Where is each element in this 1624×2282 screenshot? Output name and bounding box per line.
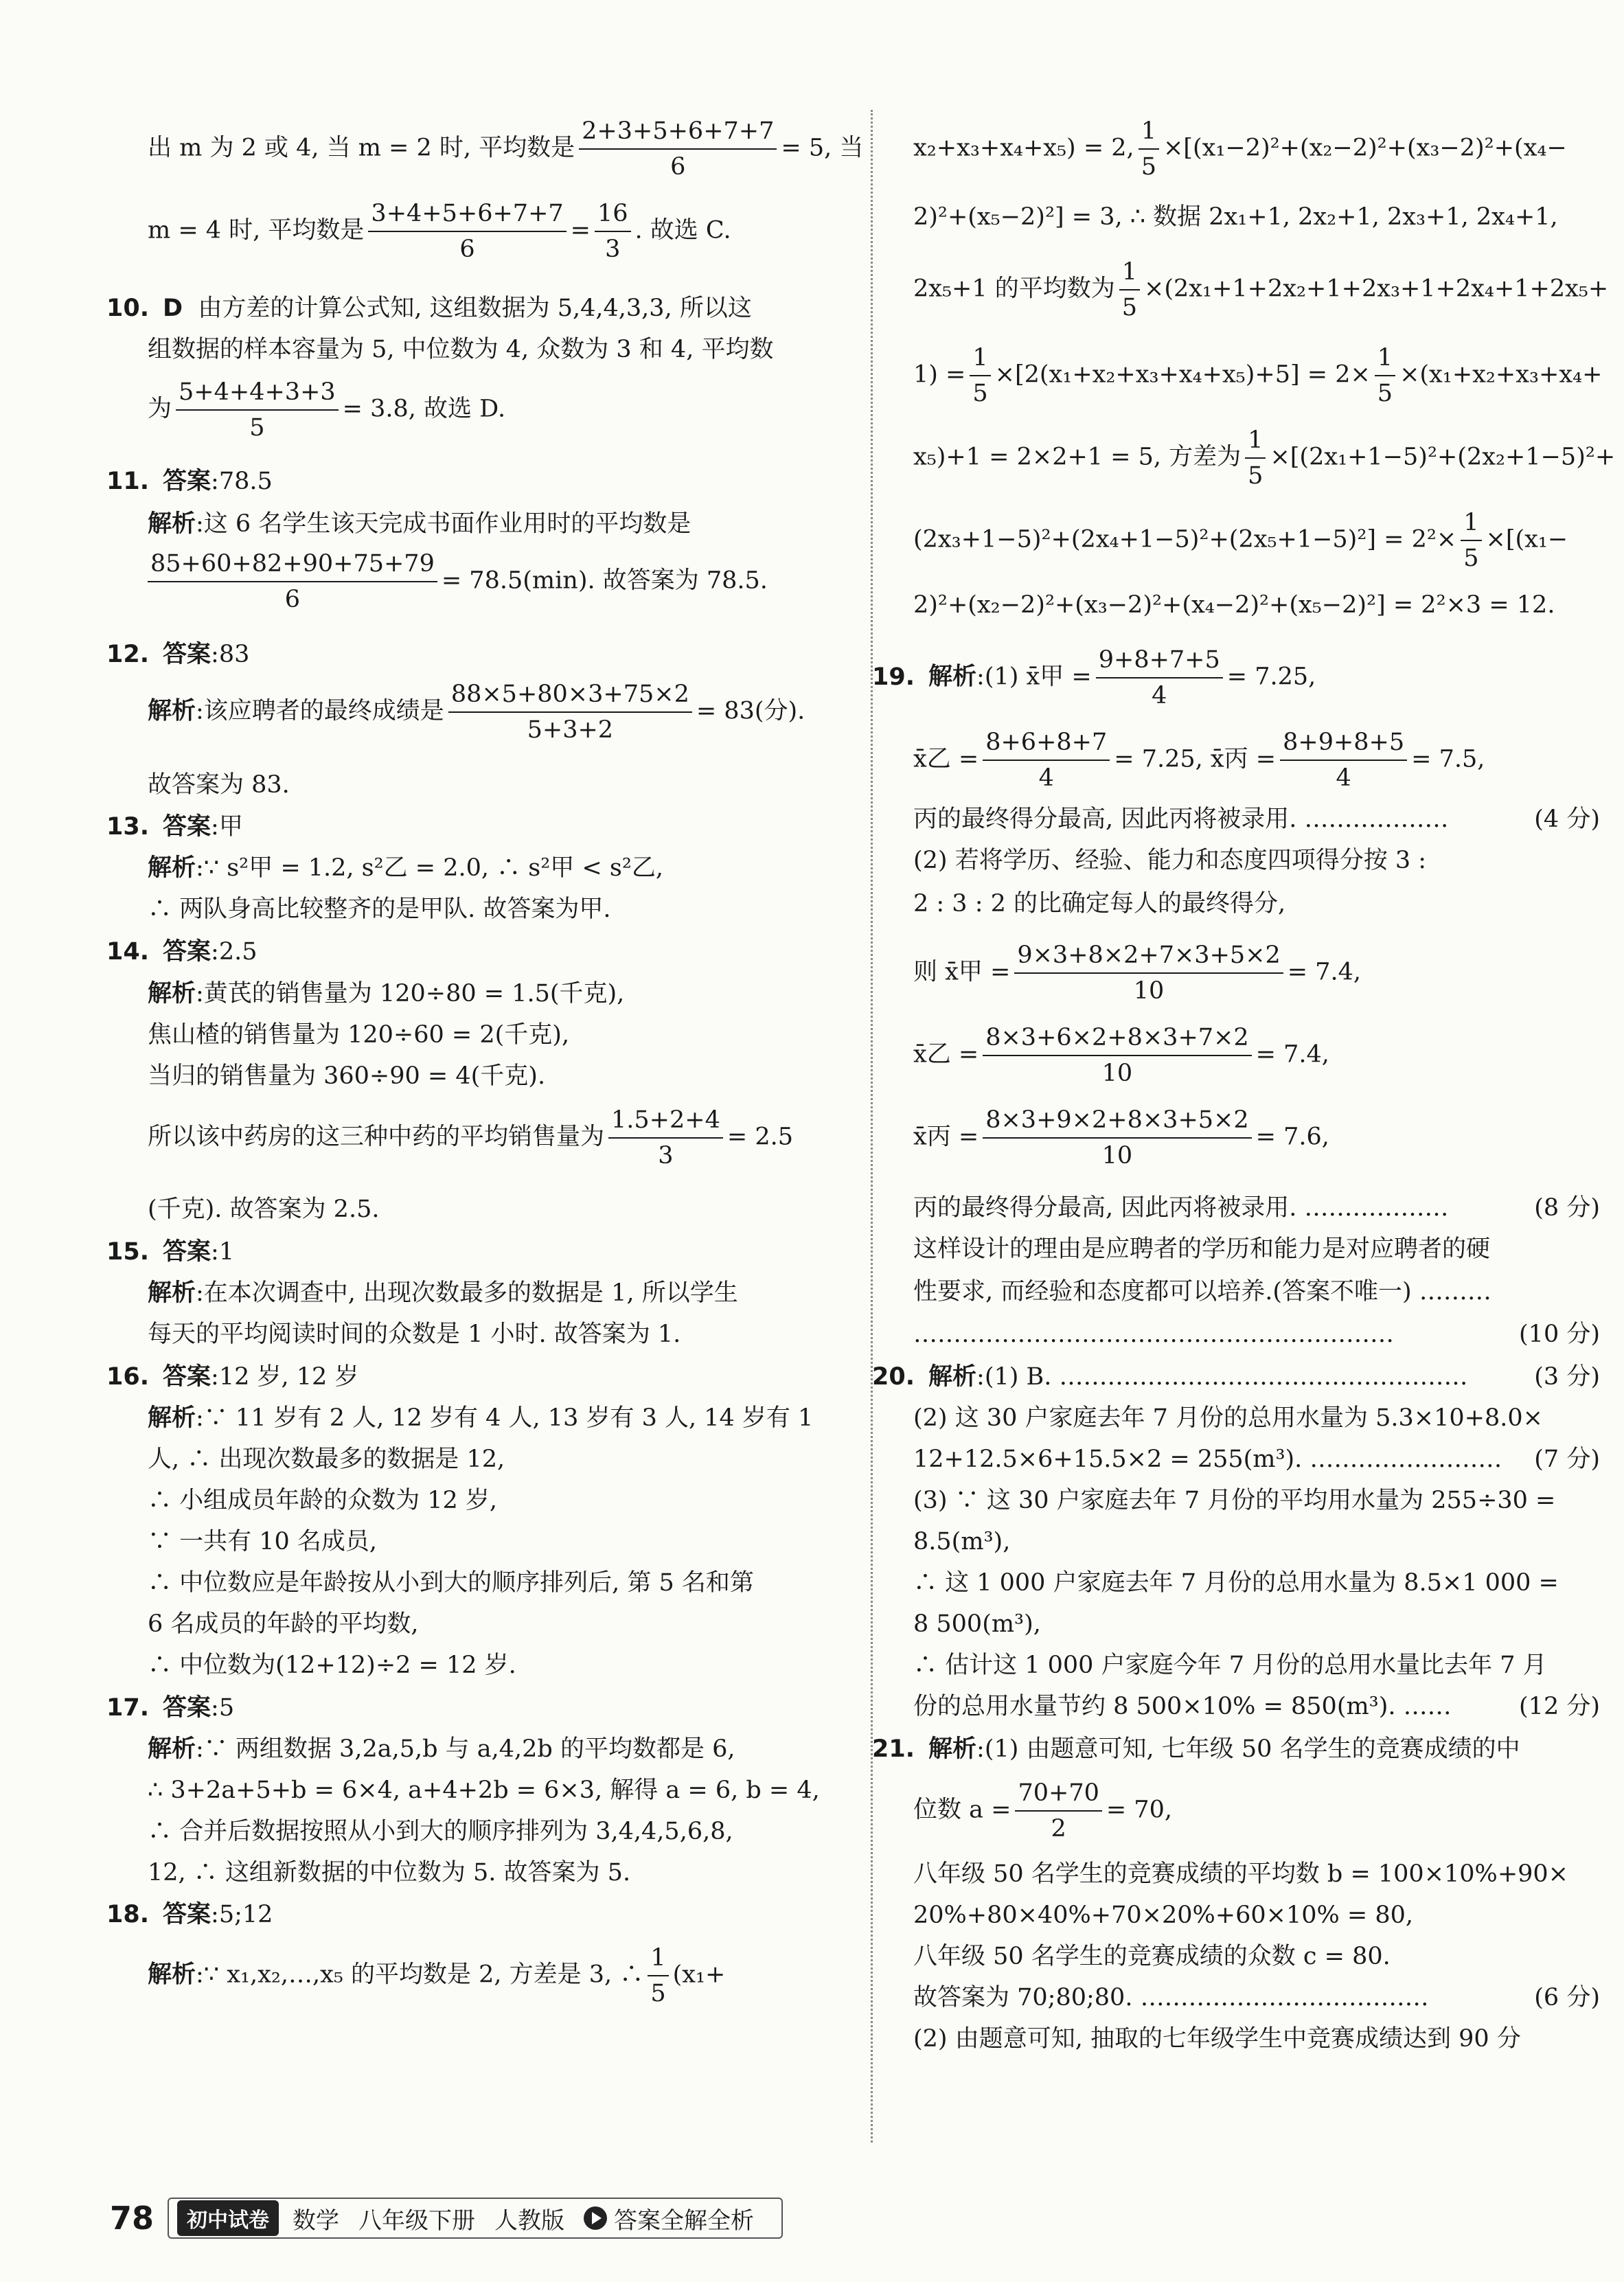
fraction: $\frac{88\times 5+80\times 3+75\times 2}{5+3+2}$ <box>448 680 692 744</box>
fraction: $\frac{1}{5}$ <box>1245 426 1266 490</box>
line: (千克). 故答案为 2.5. <box>148 1196 380 1223</box>
line: (2) 这 30 户家庭去年 7 月份的总用水量为 5.3×10+8.0× <box>913 1404 1543 1432</box>
question-20: 20. 解析:(1) B. …………………………………………… (3 分) <box>872 1363 1600 1391</box>
line: ∴ 两队身高比较整齐的是甲队. 故答案为甲. <box>148 895 611 923</box>
line: 故答案为 70;80;80. ……………………………… (6 分) <box>913 1984 1600 2011</box>
fraction: $\frac{1}{5}$ <box>1461 508 1481 573</box>
fraction: $\frac{8+6+8+7}{4}$ <box>983 728 1110 792</box>
line: 当归的销售量为 360÷90 = 4(千克). <box>148 1062 546 1090</box>
question-16: 16. 答案:12 岁, 12 岁 <box>106 1363 359 1391</box>
column-divider <box>871 110 873 2143</box>
fraction: $\frac{9+8+7+5}{4}$ <box>1096 646 1223 710</box>
line: 所以该中药房的这三种中药的平均销售量为 $\frac{1.5+2+4}{3}$ = 2.5 <box>148 1106 793 1169</box>
line: ∴ 中位数应是年龄按从小到大的顺序排列后, 第 5 名和第 <box>148 1569 754 1597</box>
line: 组数据的样本容量为 5, 中位数为 4, 众数为 3 和 4, 平均数 <box>148 336 774 363</box>
fraction: $\frac{1.5+2+4}{3}$ <box>608 1106 723 1170</box>
fraction: $\frac{16}{3}$ <box>595 199 631 264</box>
line: (2x₃+1−5)²+(2x₄+1−5)²+(2x₅+1−5)²] = 2²× $\frac{1}{5}$ ×[(x₁− <box>913 509 1568 572</box>
play-icon <box>584 2206 607 2230</box>
question-13: 13. 答案:甲 <box>106 813 243 841</box>
footer-box <box>168 2198 783 2239</box>
line: 八年级 50 名学生的竞赛成绩的平均数 b = 100×10%+90× <box>913 1860 1569 1888</box>
footer-edition: 人教版 <box>494 2206 565 2235</box>
line: 性要求, 而经验和态度都可以培养.(答案不唯一) ……… <box>913 1278 1491 1305</box>
line: 则 x̄甲 = $\frac{9\times 3+8\times 2+7\times 3+5\times 2}{10}$ = 7.4, <box>913 942 1362 1005</box>
question-12: 12. 答案:83 <box>106 641 250 668</box>
fraction: $\frac{8+9+8+5}{4}$ <box>1280 728 1407 792</box>
fraction: $\frac{3+4+5+6+7+7}{6}$ <box>368 199 566 264</box>
line: 解析:∵ 两组数据 3,2a,5,b 与 a,4,2b 的平均数都是 6, <box>148 1735 735 1763</box>
series-badge: 初中试卷 <box>177 2200 279 2236</box>
line: 人, ∴ 出现次数最多的数据是 12, <box>148 1446 505 1473</box>
fraction: $\frac{8\times 3+6\times 2+8\times 3+7\times 2}{10}$ <box>983 1023 1251 1088</box>
line: 解析:该应聘者的最终成绩是 $\frac{88\times 5+80\times 3+75\times 2}{5+3+2}$ = 83(分). <box>148 681 805 744</box>
line: ∴ 小组成员年龄的众数为 12 岁, <box>148 1487 498 1514</box>
line: 每天的平均阅读时间的众数是 1 小时. 故答案为 1. <box>148 1321 681 1348</box>
line: (2) 由题意可知, 抽取的七年级学生中竞赛成绩达到 90 分 <box>913 2025 1521 2053</box>
line: 8.5(m³), <box>913 1528 1011 1555</box>
page-number: 78 <box>110 2200 155 2237</box>
footer-grade: 八年级下册 <box>358 2206 476 2235</box>
line: 2)²+(x₅−2)²] = 3, ∴ 数据 2x₁+1, 2x₂+1, 2x₃+1, 2x₄+1, <box>913 203 1558 231</box>
line: ∴ 这 1 000 户家庭去年 7 月份的总用水量为 8.5×1 000 = <box>913 1569 1559 1597</box>
line: ∴ 估计这 1 000 户家庭今年 7 月份的总用水量比去年 7 月 <box>913 1652 1547 1679</box>
fraction: $\frac{1}{5}$ <box>1119 258 1140 322</box>
line: x̄乙 = $\frac{8\times 3+6\times 2+8\times 3+7\times 2}{10}$ = 7.4, <box>913 1024 1329 1087</box>
fraction: $\frac{85+60+82+90+75+79}{6}$ <box>148 549 437 614</box>
line: 解析:这 6 名学生该天完成书面作业用时的平均数是 <box>148 510 691 538</box>
line: 为 $\frac{5+4+4+3+3}{5}$ = 3.8, 故选 D. <box>148 378 506 442</box>
fraction: $\frac{9\times 3+8\times 2+7\times 3+5\times 2}{10}$ <box>1014 941 1283 1005</box>
line: 故答案为 83. <box>148 771 290 799</box>
line: 12, ∴ 这组新数据的中位数为 5. 故答案为 5. <box>148 1859 631 1886</box>
line: x̄乙 = $\frac{8+6+8+7}{4}$ = 7.25, x̄丙 = $\frac{8+9+8+5}{4}$ = 7.5, <box>913 729 1485 792</box>
line: 1) = $\frac{1}{5}$ ×[2(x₁+x₂+x₃+x₄+x₅)+5] = 2× $\frac{1}{5}$ ×(x₁+x₂+x₃+x₄+ <box>913 344 1603 407</box>
fraction: $\frac{8\times 3+9\times 2+8\times 3+5\times 2}{10}$ <box>983 1106 1251 1170</box>
footer-tag: 答案全解全析 <box>614 2206 755 2235</box>
line: 位数 a = $\frac{70+70}{2}$ = 70, <box>913 1779 1172 1842</box>
fraction: $\frac{1}{5}$ <box>970 343 990 408</box>
line: 解析:黄芪的销售量为 120÷80 = 1.5(千克), <box>148 980 625 1007</box>
line: 解析:∵ x₁,x₂,…,x₅ 的平均数是 2, 方差是 3, ∴ $\frac{1}{5}$ (x₁+ <box>148 1944 726 2007</box>
line: ∴ 3+2a+5+b = 6×4, a+4+2b = 6×3, 解得 a = 6, b = 4, <box>148 1777 820 1804</box>
question-11: 11. 答案:78.5 <box>106 468 273 495</box>
line: $\frac{85+60+82+90+75+79}{6}$ = 78.5(min). 故答案为 78.5. <box>148 549 768 614</box>
line: 8 500(m³), <box>913 1610 1041 1638</box>
line: 出 m 为 2 或 4, 当 m = 2 时, 平均数是 $\frac{2+3+5+6+7+7}{6}$ = 5, 当 <box>148 117 864 181</box>
question-18: 18. 答案:5;12 <box>106 1901 273 1928</box>
line: 解析:在本次调查中, 出现次数最多的数据是 1, 所以学生 <box>148 1279 738 1307</box>
fraction: $\frac{1}{5}$ <box>1375 343 1395 408</box>
line: 份的总用水量节约 8 500×10% = 850(m³). …… (12 分) <box>913 1693 1600 1720</box>
line: 丙的最终得分最高, 因此丙将被录用. ……………… (8 分) <box>913 1194 1600 1222</box>
line: x₂+x₃+x₄+x₅) = 2, $\frac{1}{5}$ ×[(x₁−2)²+(x₂−2)²+(x₃−2)²+(x₄− <box>913 117 1567 181</box>
line: x̄丙 = $\frac{8\times 3+9\times 2+8\times 3+5\times 2}{10}$ = 7.6, <box>913 1106 1329 1169</box>
line: 2x₅+1 的平均数为 $\frac{1}{5}$ ×(2x₁+1+2x₂+1+2x₃+1+2x₄+1+2x₅+ <box>913 258 1609 321</box>
line: 解析:∵ 11 岁有 2 人, 12 岁有 4 人, 13 岁有 3 人, 14 岁有 1 <box>148 1404 814 1432</box>
line: 6 名成员的年龄的平均数, <box>148 1610 419 1638</box>
question-19: 19. 解析:(1) x̄甲 = $\frac{9+8+7+5}{4}$ = 7.25, <box>872 646 1316 709</box>
fraction: $\frac{5+4+4+3+3}{5}$ <box>176 378 339 442</box>
fraction: $\frac{1}{5}$ <box>1139 117 1159 181</box>
question-17: 17. 答案:5 <box>106 1694 235 1722</box>
line: (3) ∵ 这 30 户家庭去年 7 月份的平均用水量为 255÷30 = <box>913 1487 1556 1514</box>
line: (2) 若将学历、经验、能力和态度四项得分按 3 : <box>913 847 1427 874</box>
line: 2 : 3 : 2 的比确定每人的最终得分, <box>913 890 1286 917</box>
line: m = 4 时, 平均数是 $\frac{3+4+5+6+7+7}{6}$ = $\frac{16}{3}$ . 故选 C. <box>148 200 731 263</box>
line: 2)²+(x₂−2)²+(x₃−2)²+(x₄−2)²+(x₅−2)²] = 2²×3 = 12. <box>913 591 1555 619</box>
line: 丙的最终得分最高, 因此丙将被录用. ……………… (4 分) <box>913 806 1600 833</box>
line: …………………………………………………… (10 分) <box>913 1321 1600 1348</box>
line: ∵ 一共有 10 名成员, <box>148 1528 378 1555</box>
line: 20%+80×40%+70×20%+60×10% = 80, <box>913 1902 1413 1929</box>
line: 12+12.5×6+15.5×2 = 255(m³). …………………… (7 分) <box>913 1446 1600 1473</box>
line: 解析:∵ s²甲 = 1.2, s²乙 = 2.0, ∴ s²甲 < s²乙, <box>148 854 663 882</box>
line: x₅)+1 = 2×2+1 = 5, 方差为 $\frac{1}{5}$ ×[(2x₁+1−5)²+(2x₂+1−5)²+ <box>913 426 1616 490</box>
fraction: $\frac{70+70}{2}$ <box>1015 1779 1101 1843</box>
question-21: 21. 解析:(1) 由题意可知, 七年级 50 名学生的竞赛成绩的中 <box>872 1735 1520 1763</box>
footer-subject: 数学 <box>293 2206 340 2235</box>
line: ∴ 中位数为(12+12)÷2 = 12 岁. <box>148 1652 516 1679</box>
question-15: 15. 答案:1 <box>106 1238 235 1266</box>
fraction: $\frac{2+3+5+6+7+7}{6}$ <box>579 117 777 181</box>
fraction: $\frac{1}{5}$ <box>648 1943 668 2008</box>
line: 焦山楂的销售量为 120÷60 = 2(千克), <box>148 1021 570 1049</box>
question-14: 14. 答案:2.5 <box>106 938 258 966</box>
line: 八年级 50 名学生的竞赛成绩的众数 c = 80. <box>913 1943 1391 1970</box>
line: 这样设计的理由是应聘者的学历和能力是对应聘者的硬 <box>913 1235 1491 1263</box>
page-footer <box>110 2198 783 2239</box>
line: ∴ 合并后数据按照从小到大的顺序排列为 3,4,4,5,6,8, <box>148 1818 733 1845</box>
question-10: 10. D 由方差的计算公式知, 这组数据为 5,4,4,3,3, 所以这 <box>106 295 752 322</box>
